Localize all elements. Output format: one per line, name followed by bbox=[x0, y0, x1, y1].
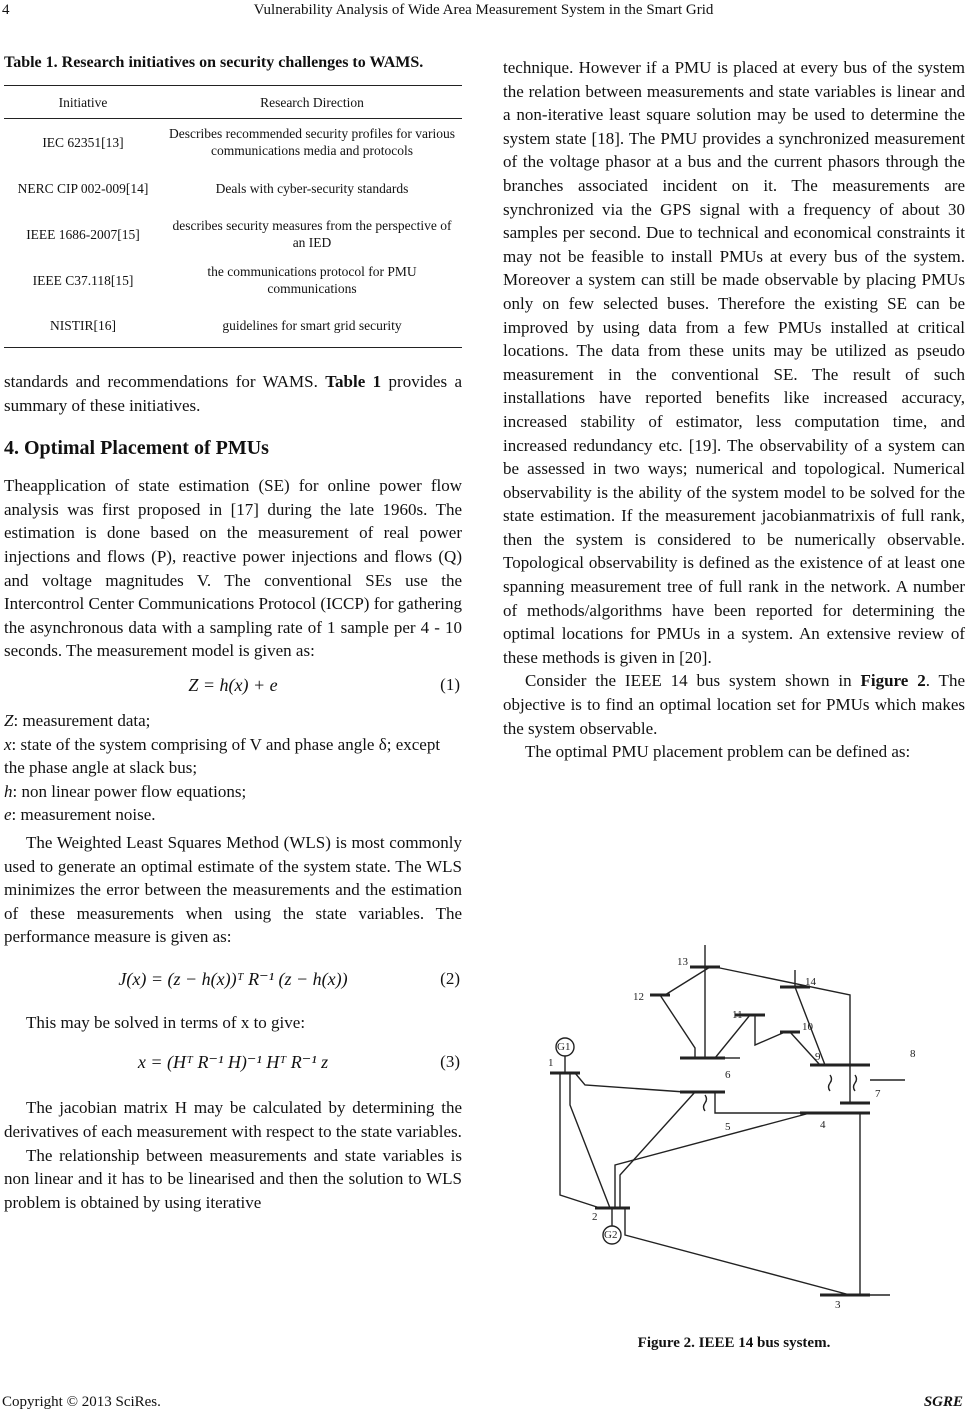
intro-text: standards and recommendations for WAMS. bbox=[4, 372, 326, 391]
column-header: Research Direction bbox=[162, 86, 462, 119]
equation-expression: x = (Hᵀ R⁻¹ H)⁻¹ Hᵀ R⁻¹ z bbox=[137, 1052, 329, 1073]
equation-1 bbox=[4, 671, 462, 705]
running-title: Vulnerability Analysis of Wide Area Measurement System in the Smart Grid bbox=[253, 2, 714, 18]
line-2-5 bbox=[620, 1092, 695, 1208]
right-column bbox=[503, 56, 965, 764]
table-reference: Table 1 bbox=[325, 372, 382, 391]
body-text: Consider the IEEE 14 bus system shown in bbox=[525, 671, 861, 691]
table-cell: NERC CIP 002-009[14] bbox=[17, 180, 149, 196]
column-header: Initiative bbox=[4, 86, 162, 119]
bus-label: 2 bbox=[592, 1211, 598, 1223]
body-paragraph bbox=[503, 669, 965, 740]
table-row bbox=[4, 165, 462, 211]
table-row bbox=[4, 119, 462, 166]
line-12-13 bbox=[665, 967, 710, 995]
table-caption: Table 1. Research initiatives on security challenges to WAMS. bbox=[4, 54, 424, 71]
definition-item bbox=[4, 803, 462, 827]
definition-text: : measurement noise. bbox=[11, 805, 156, 825]
bus-label: 4 bbox=[820, 1119, 826, 1131]
ieee-14-bus-diagram bbox=[530, 935, 930, 1315]
symbol: x bbox=[4, 734, 12, 754]
generator-label: G2 bbox=[604, 1229, 618, 1241]
body-paragraph: The Weighted Least Squares Method (WLS) is most commonly used to generate an optimal estimate of the system state. The WLS minimizes the error between the measurements and the estimation of these measurements when using the state variables. The performance measure is given as: bbox=[4, 832, 462, 947]
table-cell: the communications protocol for PMU communications bbox=[207, 264, 417, 296]
table-cell: Deals with cyber-security standards bbox=[215, 180, 409, 196]
bus-label: 6 bbox=[725, 1069, 731, 1081]
left-column bbox=[4, 52, 462, 1214]
body-paragraph: This may be solved in terms of x to give: bbox=[26, 1012, 306, 1032]
symbol: h bbox=[4, 781, 13, 801]
bus-label: 12 bbox=[633, 991, 644, 1003]
definition-text: : measurement data; bbox=[13, 710, 151, 730]
bus-label: 5 bbox=[725, 1121, 731, 1133]
bus-label: 7 bbox=[875, 1088, 881, 1100]
equation-number: (3) bbox=[440, 1052, 460, 1072]
line-2-3 bbox=[625, 1208, 850, 1295]
symbol: e bbox=[4, 805, 12, 825]
bus-label: 10 bbox=[802, 1021, 813, 1033]
table-cell: NISTIR[16] bbox=[50, 317, 116, 333]
journal-name: SGRE bbox=[923, 1394, 963, 1410]
table-header-row bbox=[4, 86, 462, 119]
page-header bbox=[0, 2, 967, 26]
body-paragraph: The optimal PMU placement problem can be defined as: bbox=[525, 742, 911, 762]
line-11-10 bbox=[755, 1015, 785, 1045]
page-number: 4 bbox=[2, 2, 10, 18]
equation-number: (1) bbox=[440, 674, 460, 694]
copyright: Copyright © 2013 SciRes. bbox=[2, 1394, 161, 1410]
transformer-4-9 bbox=[829, 1075, 832, 1091]
table-row bbox=[4, 303, 462, 347]
bus-label: 13 bbox=[677, 956, 688, 968]
figure-reference: Figure 2 bbox=[860, 671, 926, 691]
equation-expression: J(x) = (z − h(x))ᵀ R⁻¹ (z − h(x)) bbox=[118, 968, 348, 989]
body-paragraph: technique. However if a PMU is placed at every bus of the system the relation between measurements and state variables is linear and a non-iterative least square solution may be used to determine the system state [18]. The PMU provides a synchronized measurement of the voltage phasor at a bus and the current phasors through the branches associated incident on it. The measurements are synchronized via the GPS signal with a frequency of about 30 samples per second. Due to technical and economical constraints it may not be feasible to install PMUs at every bus of the system. Moreover a system can still be made observable by placing PMUs only on few selected buses. Therefore the existing SE can be improved by using data from a few PMUs installed at critical locations. The data from these units may be utilized as pseudo measurement in the conventional SE. The result of such installations have reported benefits like increased accuracy, increased stability of estimator, less computation time, and increased redundancy etc. [19]. The observability of a system can be assessed in two ways; numerical and topological. Numerical observability is the ability of the system model to be solved for the state estimation. If the measurement jacobianmatrixis of full rank, then the system is considered to be numerically observable. Topological observability is defined as the existence of at least one spanning measurement tree of full rank in the network. A number of methods/algorithms have been reported for determining the optimal locations for PMUs in a system. An extensive review of these methods is given in [20]. bbox=[503, 58, 965, 667]
line-6-11 bbox=[715, 1015, 750, 1058]
table-cell: IEEE 1686-2007[15] bbox=[26, 226, 140, 242]
table-cell: IEC 62351[13] bbox=[42, 134, 124, 150]
table-cell: guidelines for smart grid security bbox=[222, 317, 402, 333]
definition-text: : non linear power flow equations; bbox=[12, 781, 247, 801]
bus-label: 9 bbox=[815, 1051, 821, 1063]
definition-item bbox=[4, 780, 462, 804]
body-paragraph: Theapplication of state estimation (SE) for online power flow analysis was first proposed in [17] during the late 1960s. The estimation is done based on the measurement of real power injections and flows (P), reactive power injections and flows (Q) and voltage magnitudes V. The conventional SEs use the Intercontrol Center Communications Protocol (ICCP) for gathering the asynchronous data with a sampling rate of 1 sample per 4 - 10 seconds. The measurement model is given as: bbox=[4, 476, 462, 661]
bus-label: 11 bbox=[732, 1009, 743, 1021]
body-paragraph: The jacobian matrix H may be calculated by determining the derivatives of each measurement with respect to the state variables. bbox=[4, 1098, 462, 1142]
body-text: . The objective is to find an optimal location set for PMUs which makes the system observable. bbox=[503, 671, 965, 738]
line-6-12 bbox=[660, 995, 695, 1058]
table-cell: describes security measures from the perspective of an IED bbox=[172, 218, 452, 250]
table-row bbox=[4, 257, 462, 303]
definition-text: : state of the system comprising of V and phase angle δ; except the phase angle at slack bus; bbox=[4, 734, 441, 778]
line-1-5 bbox=[575, 1073, 685, 1092]
table-row bbox=[4, 211, 462, 257]
definition-item bbox=[4, 733, 462, 780]
figure-caption: Figure 2. IEEE 14 bus system. bbox=[637, 1335, 831, 1351]
definition-list bbox=[4, 709, 462, 827]
line-1-2b bbox=[560, 1073, 600, 1208]
equation-3 bbox=[4, 1048, 462, 1082]
line-5-4 bbox=[715, 1092, 805, 1113]
transformer-5-6 bbox=[704, 1095, 707, 1111]
initiatives-table bbox=[4, 86, 462, 347]
table-bottom-rule bbox=[4, 347, 462, 348]
bus-label: 14 bbox=[805, 976, 816, 988]
line-1-2 bbox=[570, 1073, 610, 1208]
bus-label: 3 bbox=[835, 1299, 841, 1311]
bus-label: 8 bbox=[910, 1048, 916, 1060]
transformer-4-7 bbox=[854, 1075, 857, 1091]
line-2-4 bbox=[615, 1113, 810, 1208]
table-cell: IEEE C37.118[15] bbox=[32, 272, 134, 288]
equation-expression: Z = h(x) + e bbox=[188, 674, 278, 695]
definition-item bbox=[4, 709, 462, 733]
intro-text: provides a summary of these initiatives. bbox=[4, 372, 462, 415]
page-footer bbox=[0, 1394, 967, 1414]
body-paragraph: The relationship between measurements and state variables is non linear and it has to be linearised and then the solution to WLS problem is obtained by using iterative bbox=[4, 1145, 462, 1212]
table-cell: Describes recommended security profiles for various communications media and protocols bbox=[168, 126, 456, 158]
section-title: 4. Optimal Placement of PMUs bbox=[4, 437, 269, 460]
equation-2 bbox=[4, 965, 462, 999]
bus-label: 1 bbox=[548, 1057, 554, 1069]
generator-label: G1 bbox=[557, 1041, 571, 1053]
symbol: Z bbox=[4, 710, 14, 730]
equation-number: (2) bbox=[440, 968, 460, 988]
intro-paragraph bbox=[4, 370, 462, 417]
